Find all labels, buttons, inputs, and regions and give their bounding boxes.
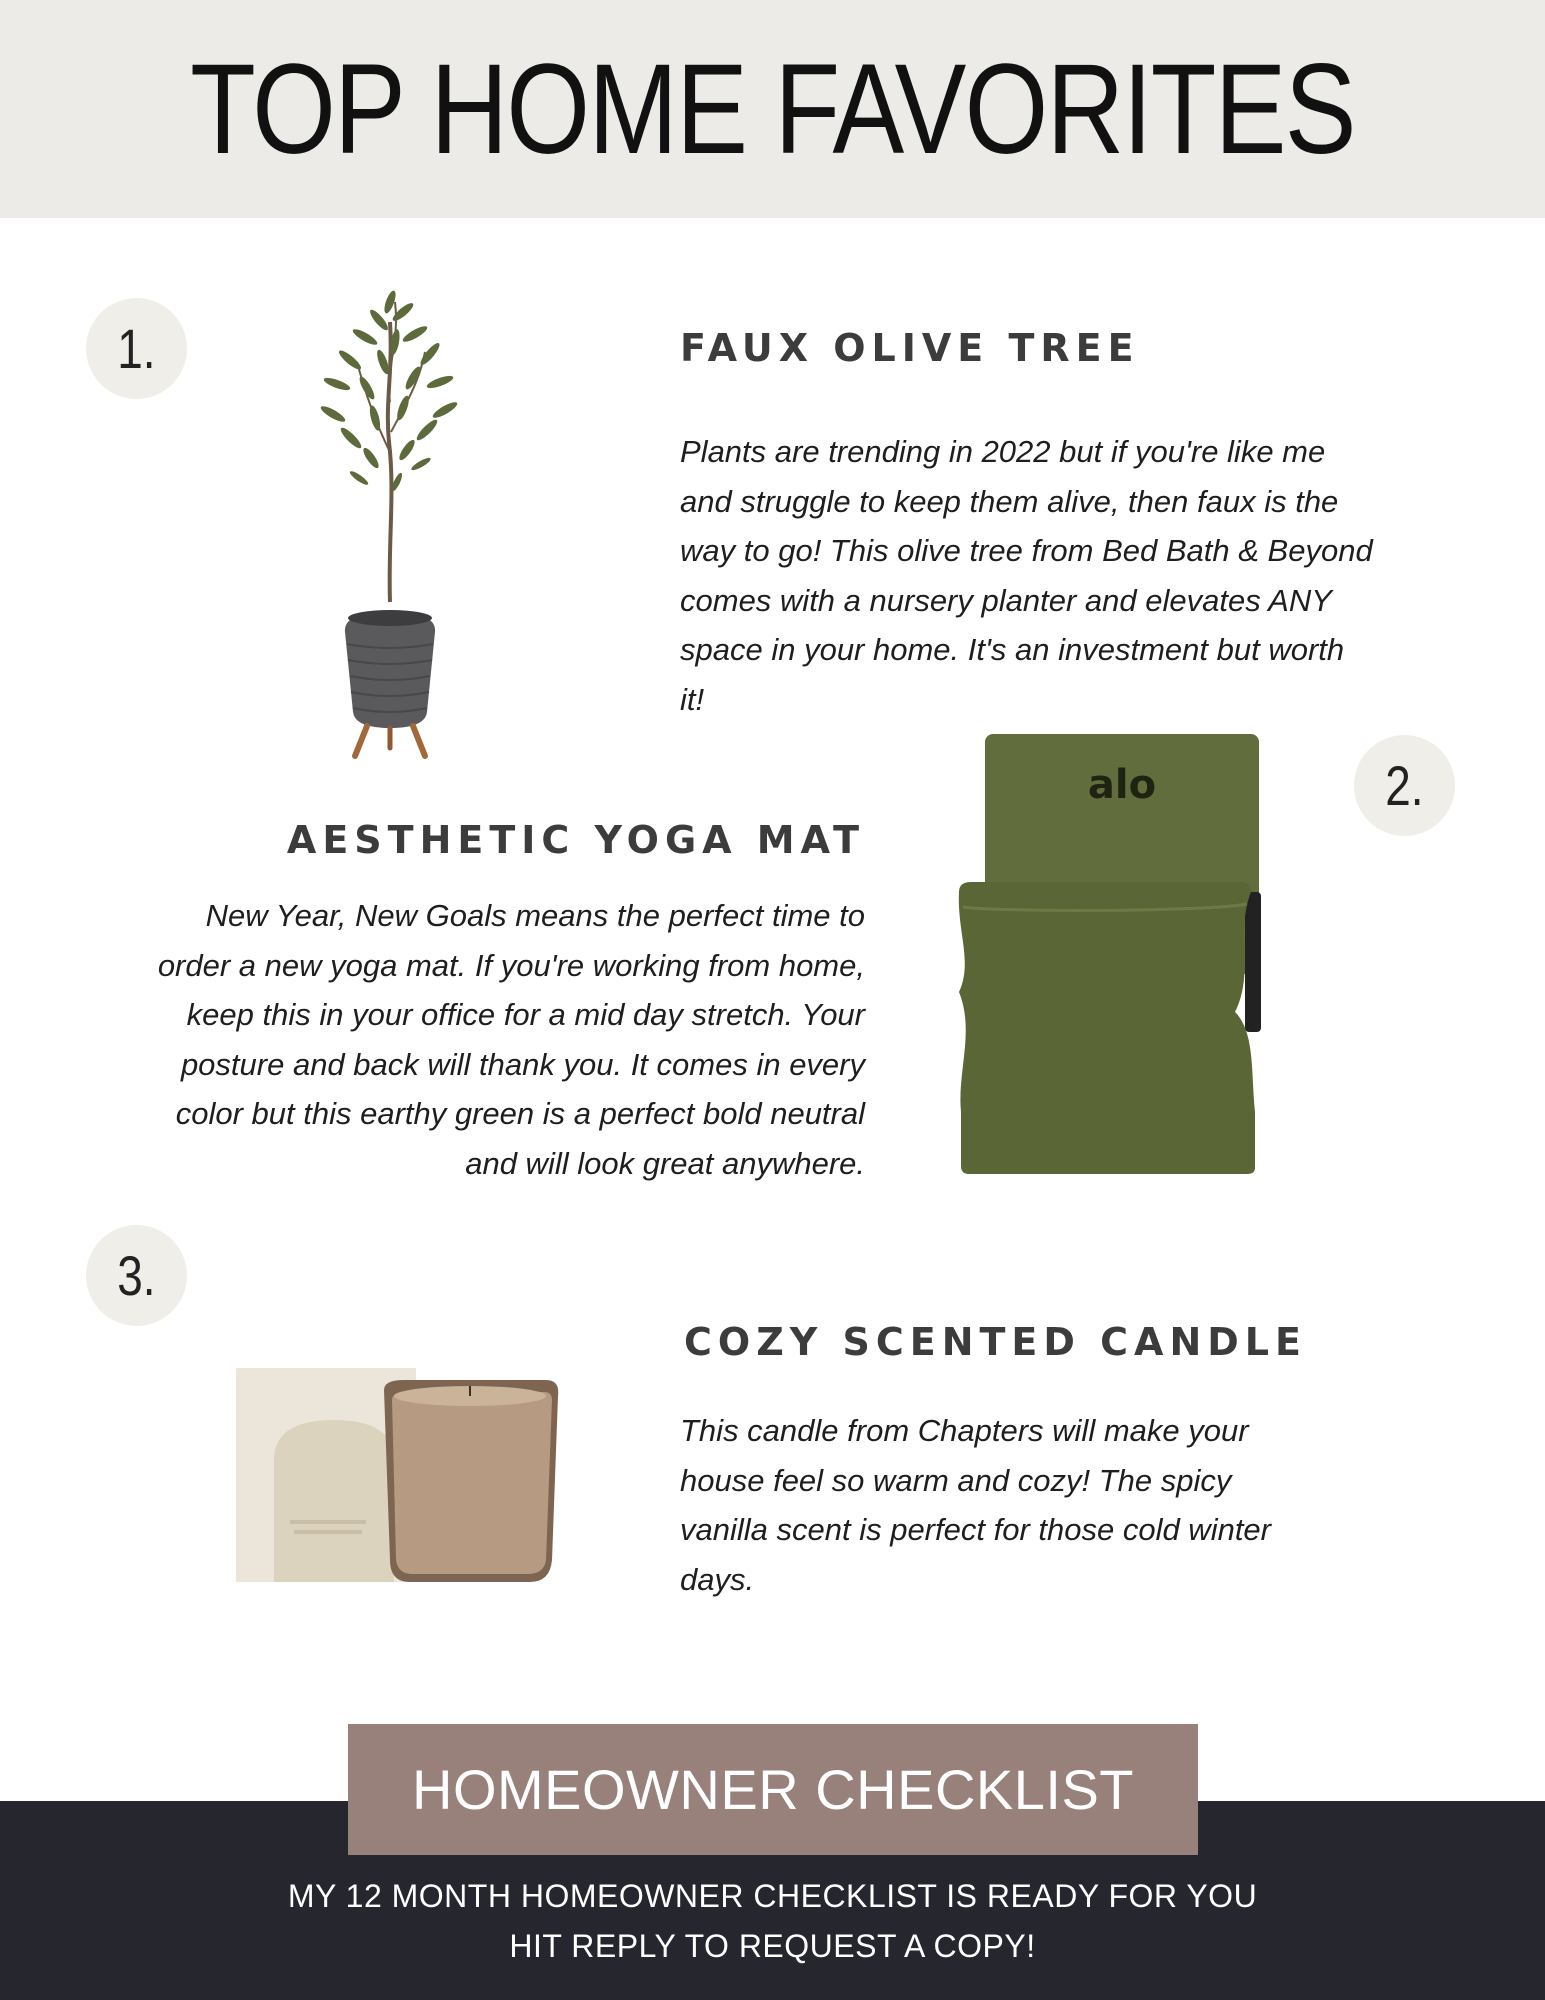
homeowner-checklist-banner[interactable] [348,1724,1198,1855]
item-3-line: days. [680,1561,755,1597]
olive-tree-image [295,282,485,762]
number-badge-1 [86,298,187,399]
item-1-line: space in your home. It's an investment but worth [680,632,1345,667]
number-badge-3 [86,1225,187,1326]
item-1-description [680,427,1440,724]
item-2-line: posture and back will thank you. It comes in every [180,1046,865,1082]
item-3-line: house feel so warm and cozy! The spicy [680,1462,1232,1498]
item-2-line: keep this in your office for a mid day stretch. Your [186,997,865,1032]
item-1-line: way to go! This olive tree from Bed Bath & Beyond [680,533,1373,568]
item-2-line: color but this earthy green is a perfect bold neutral [175,1096,865,1131]
number-badge-3-label: 3. [117,1244,156,1307]
item-2-line: and will look great anywhere. [465,1145,865,1181]
page-title: TOP HOME FAVORITES [190,38,1355,181]
number-badge-1-label: 1. [117,317,156,380]
yoga-mat-image [955,732,1275,1177]
item-3-description [680,1406,1440,1604]
item-2-description [65,891,865,1188]
item-1-line: and struggle to keep them alive, then faux is the [680,483,1339,519]
item-2-heading: AESTHETIC YOGA MAT [286,818,865,862]
alo-logo: alo [1087,762,1157,808]
footer-line-2: HIT REPLY TO REQUEST A COPY! [509,1928,1036,1964]
number-badge-2 [1354,735,1455,836]
item-3-heading: COZY SCENTED CANDLE [684,1320,1307,1364]
footer-line-1: MY 12 MONTH HOMEOWNER CHECKLIST IS READY FOR YOU [287,1878,1258,1914]
item-1-line: comes with a nursery planter and elevates ANY [680,582,1332,618]
item-3-line: This candle from Chapters will make your [680,1413,1249,1448]
item-2-line: New Year, New Goals means the perfect time to [205,898,865,933]
item-1-heading: FAUX OLIVE TREE [680,326,1140,370]
item-1-line: it! [680,681,705,717]
item-3-line: vanilla scent is perfect for those cold winter [680,1512,1271,1547]
number-badge-2-label: 2. [1385,754,1424,817]
item-1-line: Plants are trending in 2022 but if you're like me [680,434,1326,469]
candle-image [234,1360,564,1590]
homeowner-checklist-label: HOMEOWNER CHECKLIST [412,1758,1134,1821]
item-2-line: order a new yoga mat. If you're working from home, [157,947,865,983]
